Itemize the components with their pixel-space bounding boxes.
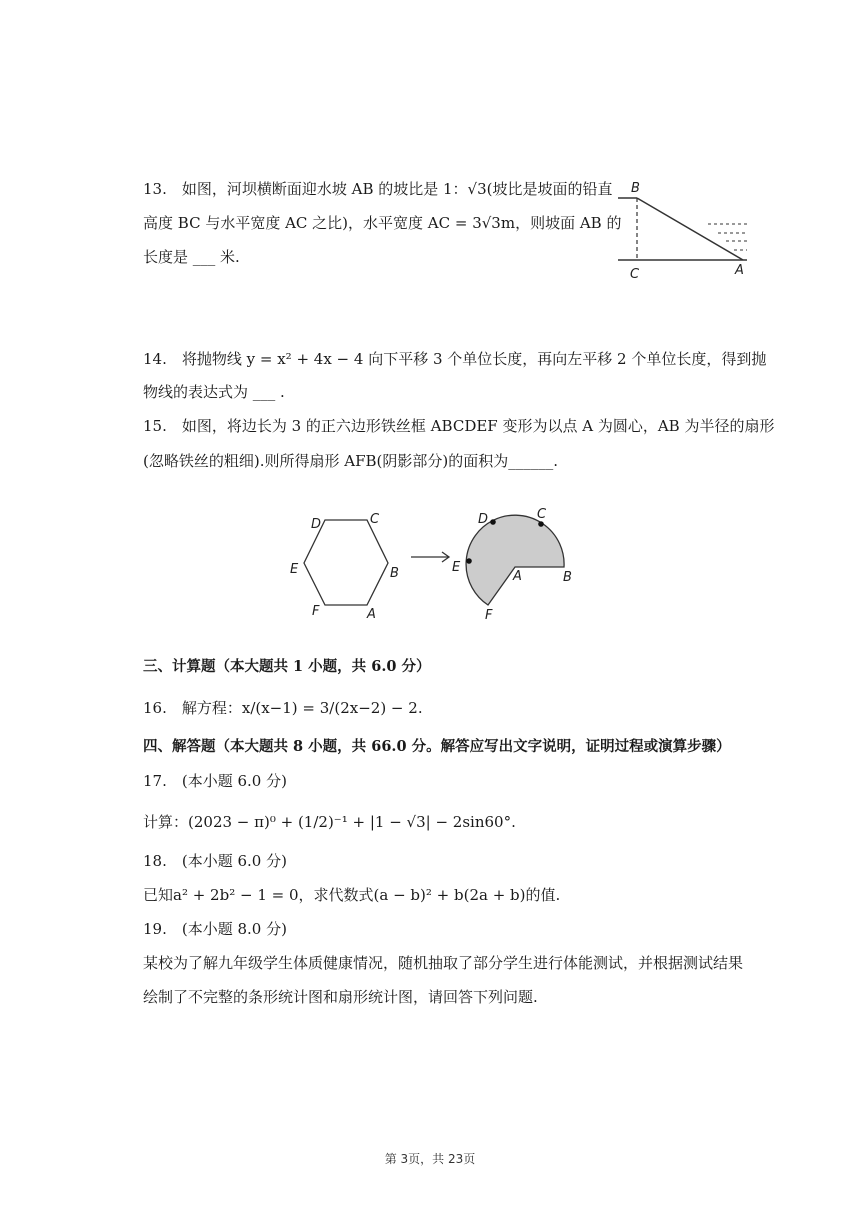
hex-label-c: C bbox=[370, 512, 380, 527]
label-c: C bbox=[630, 267, 640, 282]
dam-cross-section-figure bbox=[610, 178, 755, 283]
q19-line-2: 绘制了不完整的条形统计图和扇形统计图，请回答下列问题. bbox=[143, 988, 538, 1006]
q16-text: 16. 解方程：x/(x−1) = 3/(2x−2) − 2. bbox=[143, 699, 423, 717]
section-4-heading: 四、解答题（本大题共 8 小题，共 66.0 分。解答应写出文字说明，证明过程或演算步骤） bbox=[143, 738, 731, 755]
q14-line-1: 14. 将抛物线 y = x² + 4x − 4 向下平移 3 个单位长度，再向左平移 2 个单位长度，得到抛 bbox=[143, 350, 767, 368]
q13-line-2: 高度 BC 与水平宽度 AC 之比)，水平宽度 AC = 3√3m，则坡面 AB 的 bbox=[143, 214, 622, 232]
sector-label-a: A bbox=[513, 569, 522, 584]
sector-label-e: E bbox=[452, 560, 461, 575]
label-b: B bbox=[631, 181, 640, 196]
hexagon-to-sector-figure bbox=[280, 505, 580, 625]
q15-line-2: (忽略铁丝的粗细).则所得扇形 AFB(阴影部分)的面积为______. bbox=[143, 452, 558, 470]
hex-label-d: D bbox=[311, 517, 322, 532]
q19-line-1: 某校为了解九年级学生体质健康情况，随机抽取了部分学生进行体能测试，并根据测试结果 bbox=[143, 954, 744, 972]
q17-header: 17. (本小题 6.0 分) bbox=[143, 772, 287, 790]
q19-header: 19. (本小题 8.0 分) bbox=[143, 920, 287, 938]
q17-body: 计算：(2023 − π)⁰ + (1/2)⁻¹ + |1 − √3| − 2sin60°. bbox=[143, 813, 516, 831]
sector-label-d: D bbox=[478, 512, 489, 527]
sector-label-b: B bbox=[563, 570, 572, 585]
q13-line-1: 13. 如图，河坝横断面迎水坡 AB 的坡比是 1：√3(坡比是坡面的铅直 bbox=[143, 180, 613, 198]
section-3-heading: 三、计算题（本大题共 1 小题，共 6.0 分） bbox=[143, 658, 431, 675]
hex-label-e: E bbox=[290, 562, 299, 577]
sector-label-c: C bbox=[537, 507, 547, 522]
q14-line-2: 物线的表达式为 ___ . bbox=[143, 383, 285, 401]
label-a: A bbox=[735, 263, 744, 278]
q18-body: 已知a² + 2b² − 1 = 0，求代数式(a − b)² + b(2a + b)的值. bbox=[143, 886, 561, 904]
page-footer: 第 3页，共 23页 bbox=[384, 1152, 476, 1166]
q15-line-1: 15. 如图，将边长为 3 的正六边形铁丝框 ABCDEF 变形为以点 A 为圆心，AB 为半径的扇形 bbox=[143, 417, 775, 435]
hex-label-b: B bbox=[390, 566, 399, 581]
q13-line-3: 长度是 ___ 米. bbox=[143, 248, 240, 266]
hex-label-f: F bbox=[312, 604, 320, 619]
sector-label-f: F bbox=[485, 608, 493, 623]
q18-header: 18. (本小题 6.0 分) bbox=[143, 852, 287, 870]
hex-label-a: A bbox=[367, 607, 376, 622]
